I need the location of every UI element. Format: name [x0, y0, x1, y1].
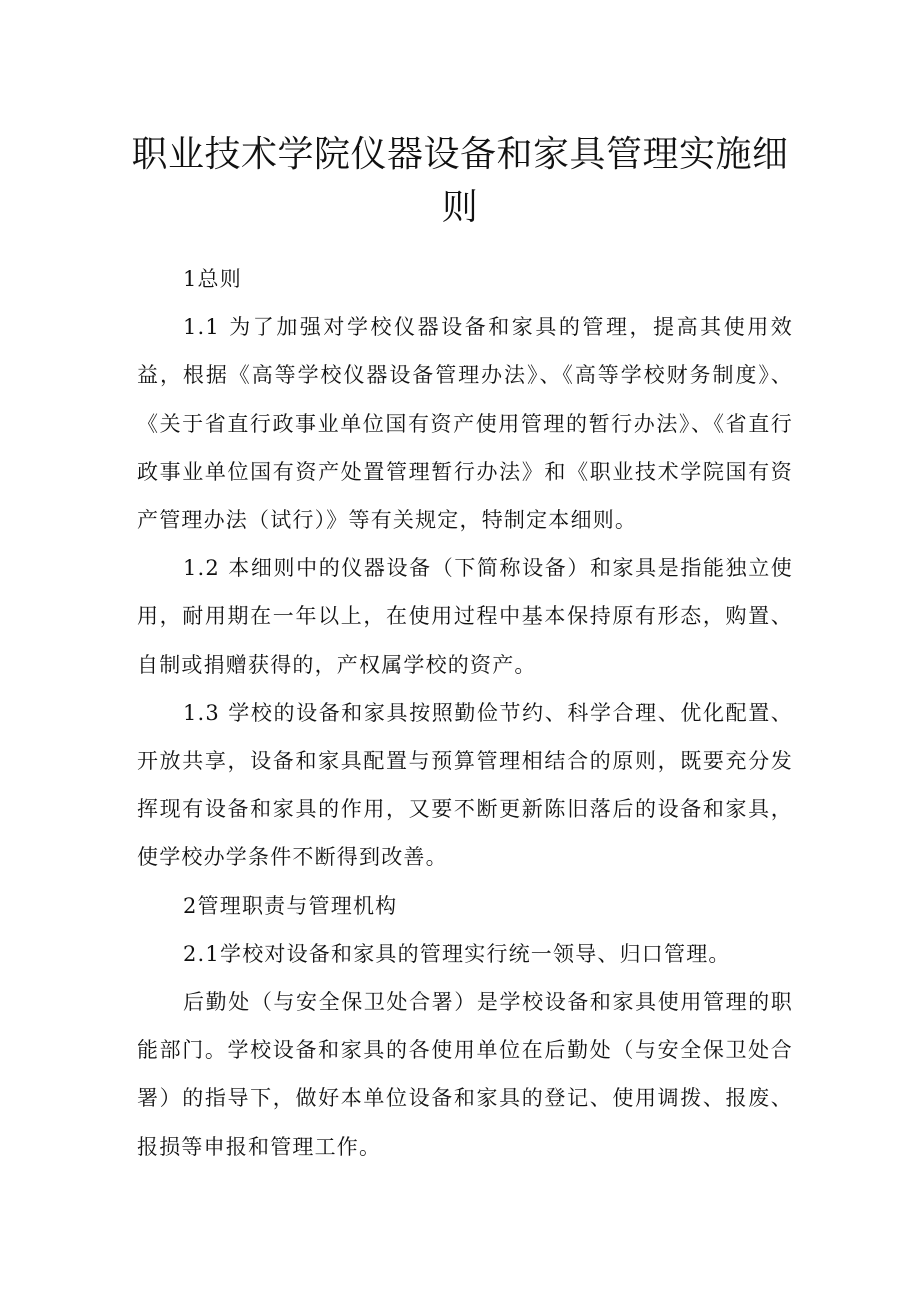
paragraph-1-2: 1.2 本细则中的仪器设备（下简称设备）和家具是指能独立使用，耐用期在一年以上，在使用过程中基本保持原有形态，购置、自制或捐赠获得的，产权属学校的资产。	[137, 556, 793, 677]
document-title: 职业技术学院仪器设备和家具管理实施细则	[131, 134, 789, 228]
paragraph-1-1: 1.1 为了加强对学校仪器设备和家具的管理，提高其使用效益，根据《高等学校仪器设备管理办法》、《高等学校财务制度》、《关于省直行政事业单位国有资产使用管理的暂行办法》、《省直行政事业单位国有资产处置管理暂行办法》和《职业技术学院国有资产管理办法（试行）》等有关规定，特制定本细则。	[137, 315, 793, 533]
section-heading-management: 2管理职责与管理机构	[183, 893, 398, 918]
paragraph-logistics: 后勤处（与安全保卫处合署）是学校设备和家具使用管理的职能部门。学校设备和家具的各使用单位在后勤处（与安全保卫处合署）的指导下，做好本单位设备和家具的登记、使用调拨、报废、报损等申报和管理工作。	[137, 990, 793, 1159]
paragraph-1-3: 1.3 学校的设备和家具按照勤俭节约、科学合理、优化配置、开放共享，设备和家具配置与预算管理相结合的原则，既要充分发挥现有设备和家具的作用，又要不断更新陈旧落后的设备和家具，使学校办学条件不断得到改善。	[137, 700, 793, 870]
section-heading-general: 1总则	[183, 267, 242, 291]
paragraph-2-1: 2.1学校对设备和家具的管理实行统一领导、归口管理。	[183, 941, 731, 966]
document-body	[137, 255, 793, 1171]
